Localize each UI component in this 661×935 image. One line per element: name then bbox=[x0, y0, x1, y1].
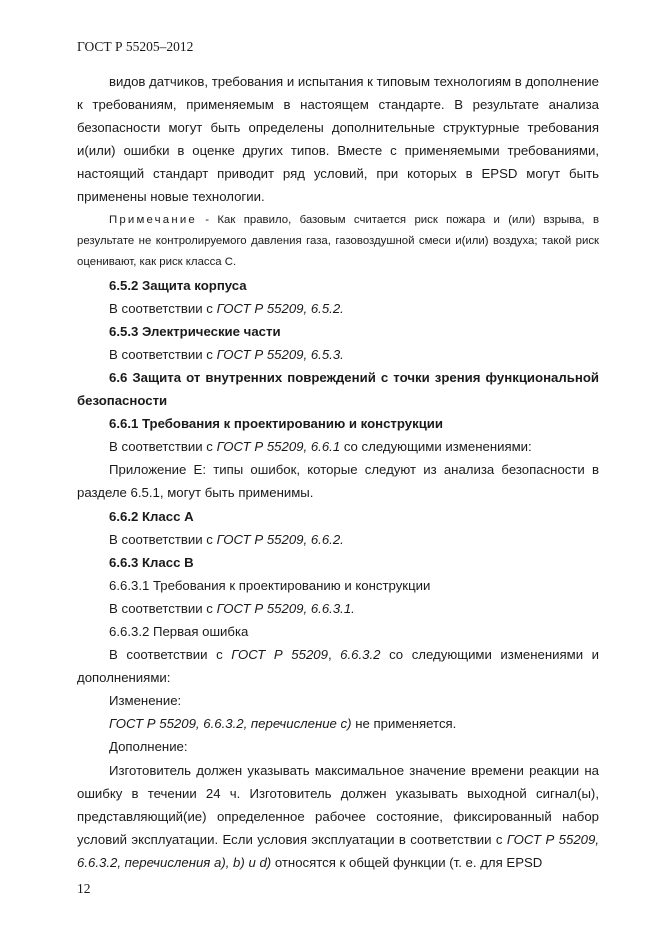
section-6-6-3-1-heading: 6.6.3.1 Требования к проектированию и конструкции bbox=[109, 577, 431, 593]
final-text-part1: Изготовитель должен указывать максимальное значение времени реакции на ошибку в течении 24 ч. Изготовитель должен указывать выходной сигнал(ы), представляющий(ие) определенное рабочее состояние, фиксированный набор условий эксплуатации. Если условия эксплуатации в соответствии с bbox=[77, 762, 599, 847]
section-6-5-3-text bbox=[77, 343, 599, 366]
section-6-6-1-heading: 6.6.1 Требования к проектированию и конструкции bbox=[109, 416, 444, 432]
section-6-6-1-appendix: Приложение Е: типы ошибок, которые следуют из анализа безопасности в разделе 6.5.1, могут быть применимы. bbox=[77, 462, 599, 501]
standard-reference: ГОСТ Р 55209, 6.5.2. bbox=[216, 300, 344, 316]
text-suffix: не применяется. bbox=[351, 716, 457, 732]
document-header: ГОСТ Р 55205–2012 bbox=[77, 39, 194, 54]
addition-label: Дополнение: bbox=[109, 739, 188, 755]
section-6-5-3-heading: 6.5.3 Электрические части bbox=[109, 323, 281, 339]
section-6-6-2-text bbox=[77, 528, 599, 551]
text-prefix: В соответствии с bbox=[109, 300, 217, 316]
section-6-6-3-2-text bbox=[77, 643, 599, 689]
text-prefix: В соответствии с bbox=[109, 346, 217, 362]
standard-reference: ГОСТ Р 55209, 6.5.3. bbox=[216, 346, 344, 362]
standard-clause: 6.6.3.2 bbox=[340, 647, 381, 663]
text-prefix: В соответствии с bbox=[109, 531, 217, 547]
section-6-6-3-heading: 6.6.3 Класс В bbox=[109, 554, 194, 570]
standard-reference: ГОСТ Р 55209, 6.6.3.1. bbox=[216, 600, 355, 616]
section-6-5-2-text bbox=[77, 297, 599, 320]
change-text bbox=[77, 712, 599, 735]
section-6-6-1-text bbox=[77, 435, 599, 458]
change-label: Изменение: bbox=[109, 693, 182, 709]
note-paragraph bbox=[77, 210, 599, 273]
text-prefix: В соответствии с bbox=[109, 600, 217, 616]
section-6-5-2-heading: 6.5.2 Защита корпуса bbox=[109, 277, 247, 293]
text-suffix: со следующими изменениями: bbox=[340, 439, 532, 455]
section-6-6-heading: 6.6 Защита от внутренних повреждений с точки зрения функциональной безопасности bbox=[77, 369, 599, 409]
text-separator: , bbox=[327, 647, 341, 663]
page-number: 12 bbox=[77, 881, 91, 896]
standard-reference: ГОСТ Р 55209, 6.6.3.2, перечисление с) bbox=[109, 716, 352, 732]
standard-reference: ГОСТ Р 55209 bbox=[231, 647, 328, 663]
final-paragraph bbox=[77, 759, 599, 874]
note-text: - Как правило, базовым считается риск пожара и (или) взрыва, в результате не контролируемого давления газа, газовоздушной смеси и(или) воздуха; такой риск оценивают, как риск класса С. bbox=[77, 213, 599, 268]
standard-reference: ГОСТ Р 55209, 6.6.1 bbox=[216, 439, 341, 455]
intro-paragraph: видов датчиков, требования и испытания к типовым технологиям в дополнение к требованиям, применяемым в настоящем стандарте. В результате анализа безопасности могут быть определены дополнительные структурные требования и(или) ошибки в оценке других типов. Вместе с применяемыми требованиями, настоящий стандарт приводит ряд условий, при которых в EPSD могут быть применены новые технологии. bbox=[77, 74, 599, 205]
section-6-6-3-2-heading: 6.6.3.2 Первая ошибка bbox=[109, 623, 249, 639]
text-prefix: В соответствии с bbox=[109, 439, 217, 455]
section-6-6-2-heading: 6.6.2 Класс А bbox=[109, 508, 194, 524]
text-suffix: со следующими изменениями и дополнениями: bbox=[77, 647, 599, 686]
final-text-part2: относятся к общей функции (т. е. для EPSD bbox=[271, 854, 543, 870]
text-prefix: В соответствии с bbox=[109, 647, 232, 663]
document-body bbox=[77, 70, 599, 874]
standard-reference: ГОСТ Р 55209, 6.6.3.2, перечисления а), b) и d) bbox=[77, 831, 599, 870]
standard-reference: ГОСТ Р 55209, 6.6.2. bbox=[216, 531, 344, 547]
section-6-6-3-1-text bbox=[77, 597, 599, 620]
note-label: Примечание bbox=[109, 213, 197, 226]
